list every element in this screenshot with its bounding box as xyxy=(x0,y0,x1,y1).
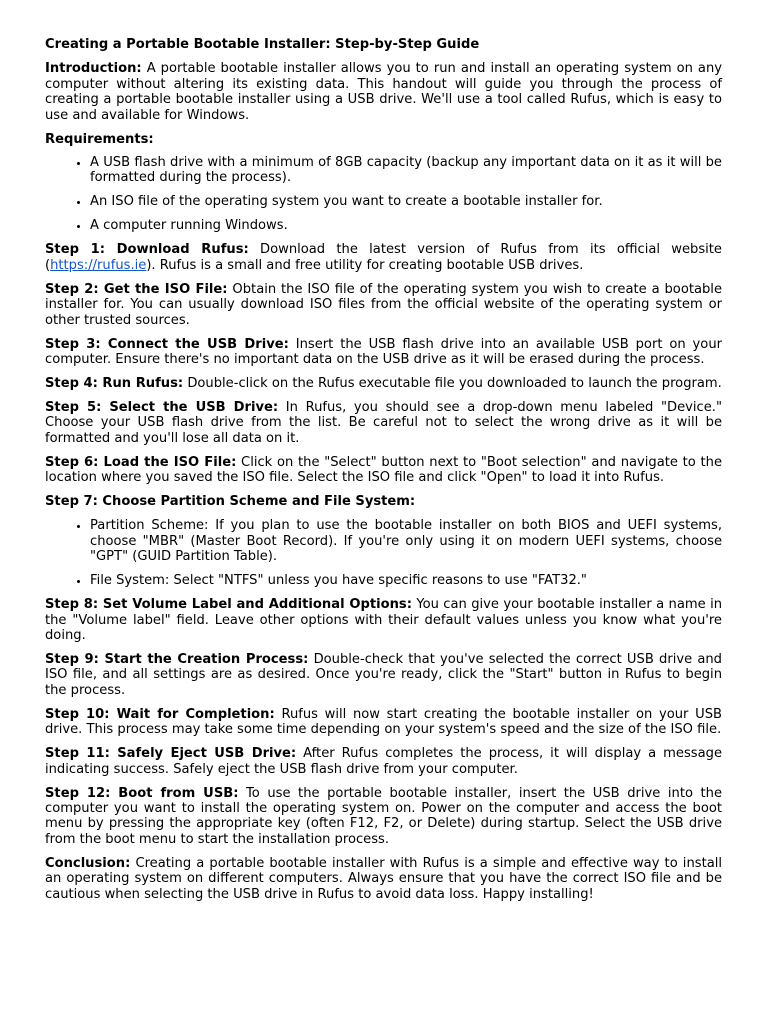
conclusion-label: Conclusion: xyxy=(45,855,131,871)
step-text: Obtain the ISO file of the operating system you wish to create a bootable installer for. You can usually download ISO files from the official website of the operating system or other trusted sources. xyxy=(45,281,722,328)
step-label: Step 9: Start the Creation Process: xyxy=(45,651,309,667)
step-label: Step 12: Boot from USB: xyxy=(45,785,239,801)
step-2-paragraph xyxy=(45,282,722,328)
rufus-link[interactable]: https://rufus.ie xyxy=(50,257,147,273)
step-label: Step 4: Run Rufus: xyxy=(45,376,184,392)
step-text: Double-check that you've selected the correct USB drive and ISO file, and all settings are as desired. Once you're ready, click the "Start" button in Rufus to begin the process. xyxy=(45,651,722,698)
list-item: • A computer running Windows. xyxy=(90,218,722,233)
step-label: Step 6: Load the ISO File: xyxy=(45,454,237,470)
list-item: • A USB flash drive with a minimum of 8GB capacity (backup any important data on it as it will be formatted during the process). xyxy=(90,155,722,186)
step-12-paragraph xyxy=(45,786,722,848)
step-label: Step 5: Select the USB Drive: xyxy=(45,400,279,416)
step-label: Step 1: Download Rufus: xyxy=(45,242,249,258)
step-text: Click on the "Select" button next to "Boot selection" and navigate to the location where you saved the ISO file. Select the ISO file and click "Open" to load it into Rufus. xyxy=(45,454,722,486)
document-title: Creating a Portable Bootable Installer: Step-by-Step Guide xyxy=(45,37,480,52)
requirements-heading: Requirements: xyxy=(45,131,154,147)
step-3-paragraph xyxy=(45,337,722,368)
step-text: To use the portable bootable installer, insert the USB drive into the computer you want to install the operating system on. Power on the computer and access the boot menu by pressing the appropriate key (often F12, F2, or Delete) during startup. Select the USB drive from the boot menu to start the installation process. xyxy=(45,785,722,847)
step-text: Rufus will now start creating the bootable installer on your USB drive. This process may take some time depending on your system's speed and the size of the ISO file. xyxy=(45,706,722,738)
step-10-paragraph xyxy=(45,707,722,738)
introduction-paragraph xyxy=(45,61,722,123)
step-text: Download the latest version of Rufus from its official website ( xyxy=(45,242,722,273)
step-label: Step 2: Get the ISO File: xyxy=(45,281,228,297)
list-item: • Partition Scheme: If you plan to use the bootable installer on both BIOS and UEFI systems, choose "MBR" (Master Boot Record). If you're only using it on modern UEFI systems, choose "GPT" (GUID Partition Table). xyxy=(90,518,722,564)
list-item: • File System: Select "NTFS" unless you have specific reasons to use "FAT32." xyxy=(90,573,722,588)
step-6-paragraph xyxy=(45,455,722,486)
conclusion-text: Creating a portable bootable installer with Rufus is a simple and effective way to install an operating system on different computers. Always ensure that you have the correct ISO file and be cautious when selecting the USB drive in Rufus to avoid data loss. Happy installing! xyxy=(45,855,722,902)
introduction-text: A portable bootable installer allows you to run and install an operating system on any computer without altering its existing data. This handout will guide you through the process of creating a portable bootable installer using a USB drive. We'll use a tool called Rufus, which is easy to use and available for Windows. xyxy=(45,61,722,123)
step-9-paragraph xyxy=(45,652,722,698)
step-text: In Rufus, you should see a drop-down menu labeled "Device." Choose your USB flash drive from the list. Be careful not to select the wrong drive as it will be formatted and you'll lose all data on it. xyxy=(45,400,722,446)
step-label: Step 7: Choose Partition Scheme and File System: xyxy=(45,494,416,510)
step-label: Step 8: Set Volume Label and Additional Options: xyxy=(45,597,412,613)
conclusion-paragraph xyxy=(45,856,722,902)
step-text: Double-click on the Rufus executable file you downloaded to launch the program. xyxy=(183,376,722,392)
introduction-label: Introduction: xyxy=(45,61,142,77)
step-label: Step 10: Wait for Completion: xyxy=(45,706,275,722)
step-4-paragraph xyxy=(45,376,722,391)
step-1-paragraph xyxy=(45,242,722,273)
step-5-paragraph xyxy=(45,400,722,446)
step-7-heading xyxy=(45,494,722,509)
step-7-list xyxy=(45,518,722,588)
list-item: • An ISO file of the operating system you want to create a bootable installer for. xyxy=(90,194,722,209)
requirements-list xyxy=(45,155,722,234)
step-label: Step 11: Safely Eject USB Drive: xyxy=(45,746,297,762)
step-text: ). Rufus is a small and free utility for creating bootable USB drives. xyxy=(146,257,584,273)
step-label: Step 3: Connect the USB Drive: xyxy=(45,336,289,352)
step-11-paragraph xyxy=(45,746,722,777)
step-text: After Rufus completes the process, it will display a message indicating success. Safely eject the USB flash drive from your computer. xyxy=(45,746,722,777)
step-8-paragraph xyxy=(45,597,722,643)
step-text: You can give your bootable installer a name in the "Volume label" field. Leave other options with their default values unless you know what you're doing. xyxy=(45,597,723,643)
step-text: Insert the USB flash drive into an available USB port on your computer. Ensure there's no important data on the USB drive as it will be erased during the process. xyxy=(45,336,722,368)
